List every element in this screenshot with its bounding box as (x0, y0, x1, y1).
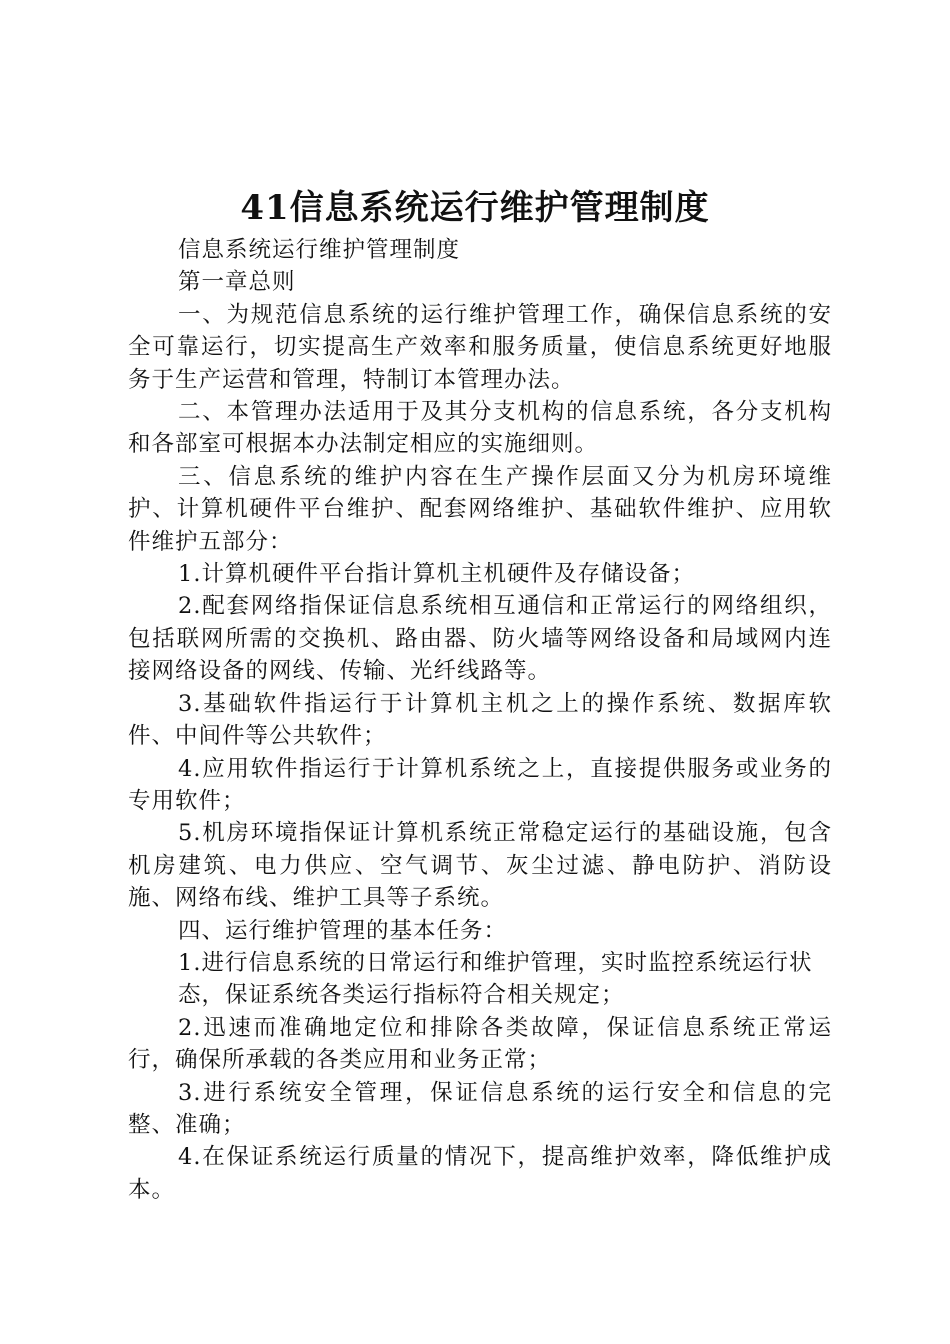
paragraph-item-network: 2.配套网络指保证信息系统相互通信和正常运行的网络组织，包括联网所需的交换机、路由器、防火墙等网络设备和局域网内连接网络设备的网线、传输、光纤线路等。 (128, 593, 832, 685)
paragraph-article-1: 一、为规范信息系统的运行维护管理工作，确保信息系统的安全可靠运行，切实提高生产效率和服务质量，使信息系统更好地服务于生产运营和管理，特制订本管理办法。 (128, 301, 832, 393)
paragraph-task-1: 1.进行信息系统的日常运行和维护管理，实时监控系统运行状 (178, 949, 813, 976)
document-title: 41信息系统运行维护管理制度 (240, 188, 710, 228)
document-body (128, 234, 832, 1206)
paragraph-item-application-software: 4.应用软件指运行于计算机系统之上，直接提供服务或业务的专用软件； (128, 755, 832, 814)
paragraph-article-3: 三、信息系统的维护内容在生产操作层面又分为机房环境维护、计算机硬件平台维护、配套网络维护、基础软件维护、应用软件维护五部分： (128, 463, 832, 555)
paragraph-article-4: 四、运行维护管理的基本任务： (178, 917, 508, 944)
paragraph-chapter-heading: 第一章总则 (178, 269, 296, 296)
paragraph-subtitle: 信息系统运行维护管理制度 (178, 237, 461, 263)
paragraph-item-hardware: 1.计算机硬件平台指计算机主机硬件及存储设备； (178, 561, 695, 588)
paragraph-item-machine-room: 5.机房环境指保证计算机系统正常稳定运行的基础设施，包含机房建筑、电力供应、空气调节、灰尘过滤、静电防护、消防设施、网络布线、维护工具等子系统。 (128, 820, 832, 912)
paragraph-task-4: 4.在保证系统运行质量的情况下，提高维护效率，降低维护成本。 (128, 1144, 832, 1203)
paragraph-article-2: 二、本管理办法适用于及其分支机构的信息系统，各分支机构和各部室可根据本办法制定相应的实施细则。 (128, 399, 832, 458)
paragraph-task-1-continued: 态，保证系统各类运行指标符合相关规定； (178, 982, 625, 1009)
paragraph-task-3: 3.进行系统安全管理，保证信息系统的运行安全和信息的完整、准确； (128, 1079, 832, 1138)
paragraph-task-2: 2.迅速而准确地定位和排除各类故障，保证信息系统正常运行，确保所承载的各类应用和业务正常； (128, 1014, 832, 1074)
paragraph-item-base-software: 3.基础软件指运行于计算机主机之上的操作系统、数据库软件、中间件等公共软件； (128, 690, 832, 750)
